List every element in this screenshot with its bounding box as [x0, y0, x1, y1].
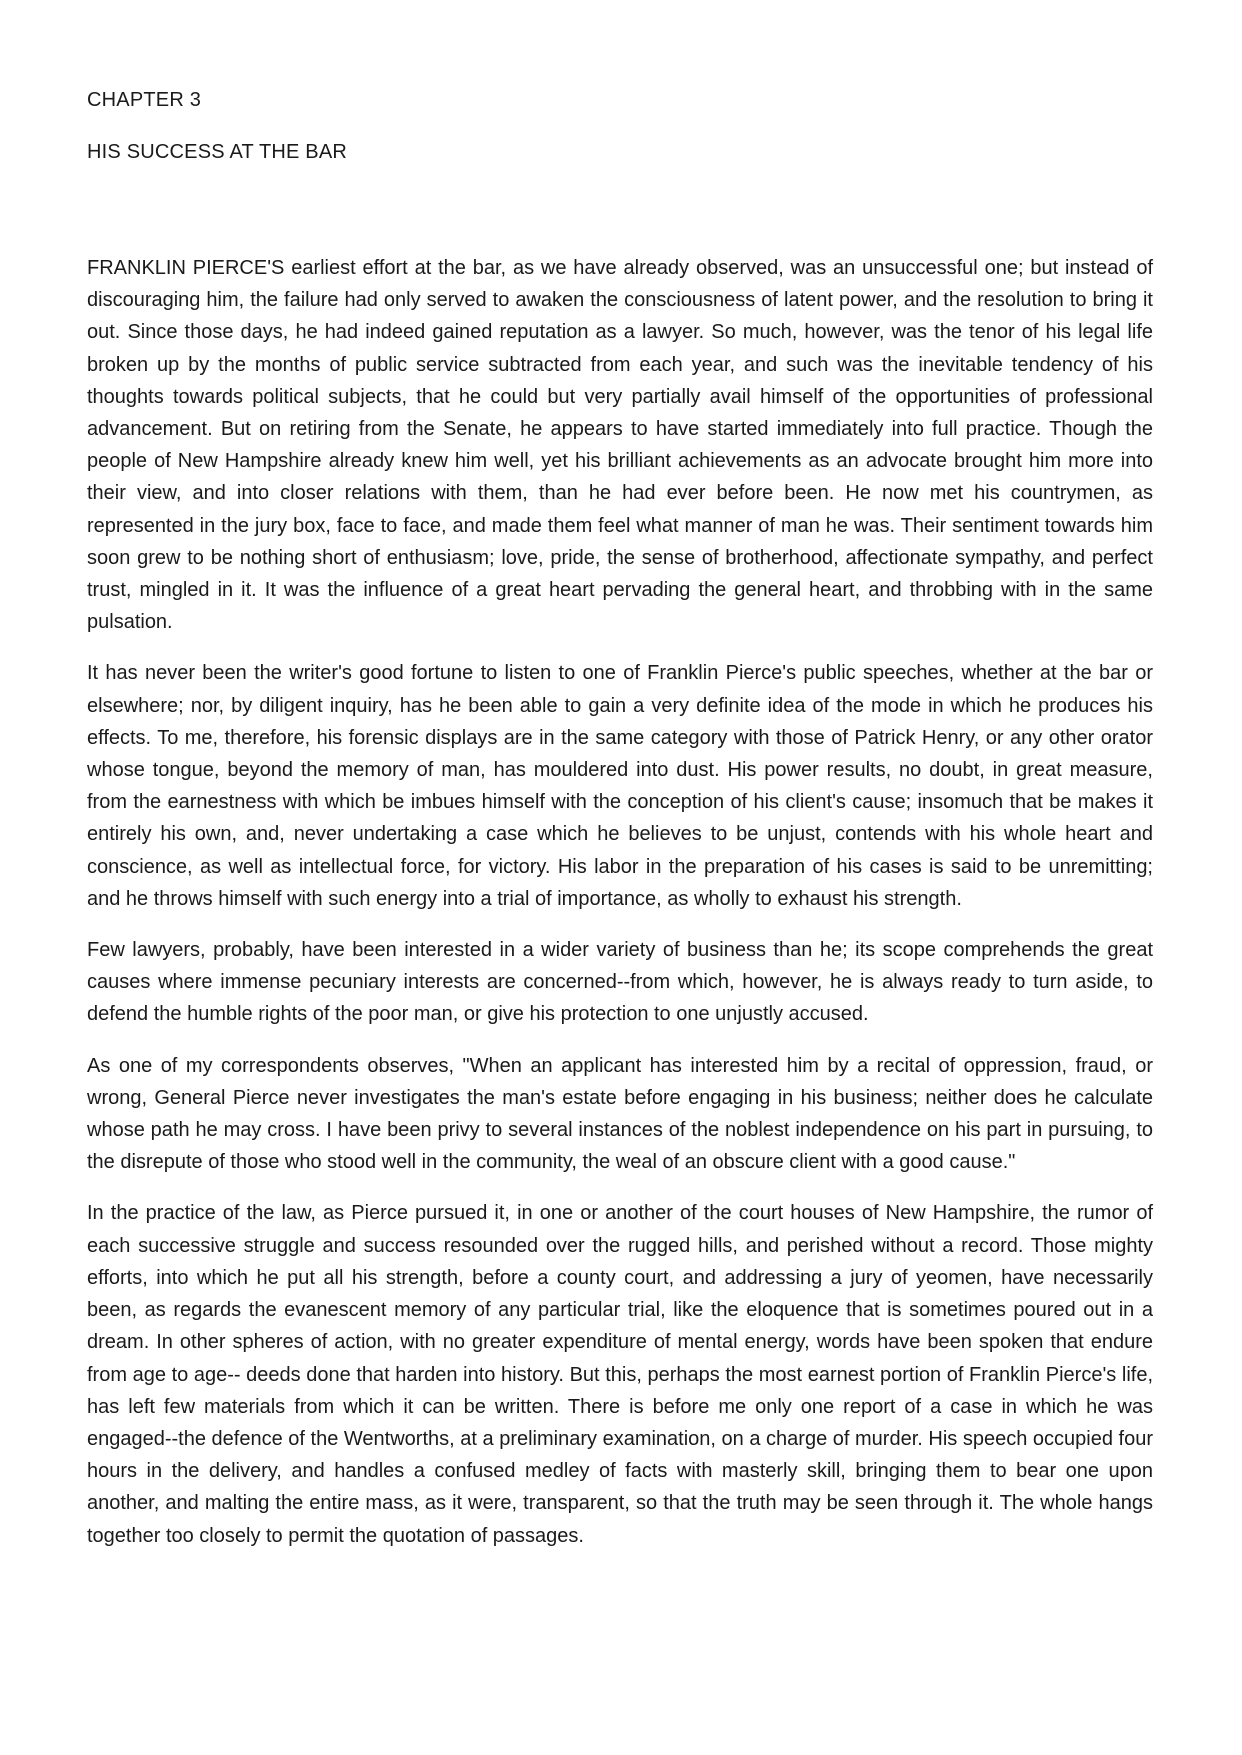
paragraph: In the practice of the law, as Pierce pursued it, in one or another of the court houses of New Hampshire, the rumor of each successive struggle and success resounded over the rugged hills, and perished without a record. Those mighty efforts, into which he put all his strength, before a county court, and addressing a jury of yeomen, have necessarily been, as regards the evanescent memory of any particular trial, like the eloquence that is sometimes poured out in a dream. In other spheres of action, with no greater expenditure of mental energy, words have been spoken that endure from age to age-- deeds done that harden into history. But this, perhaps the most earnest portion of Franklin Pierce's life, has left few materials from which it can be written. There is before me only one report of a case in which he was engaged--the defence of the Wentworths, at a preliminary examination, on a charge of murder. His speech occupied four hours in the delivery, and handles a confused medley of facts with masterly skill, bringing them to bear one upon another, and malting the entire mass, as it were, transparent, so that the truth may be seen through it. The whole hangs together too closely to permit the quotation of passages. — [87, 1202, 1153, 1547]
paragraph: FRANKLIN PIERCE'S earliest effort at the bar, as we have already observed, was an unsuccessful one; but instead of discouraging him, the failure had only served to awaken the consciousness of latent power, and the resolution to bring it out. Since those days, he had indeed gained reputation as a lawyer. So much, however, was the tenor of his legal life broken up by the months of public service subtracted from each year, and such was the inevitable tendency of his thoughts towards political subjects, that he could but very partially avail himself of the opportunities of professional advancement. But on retiring from the Senate, he appears to have started immediately into full practice. Though the people of New Hampshire already knew him well, yet his brilliant achievements as an advocate brought him more into their view, and into closer relations with them, than he had ever before been. He now met his countrymen, as represented in the jury box, face to face, and made them feel what manner of man he was. Their sentiment towards him soon grew to be nothing short of enthusiasm; love, pride, the sense of brotherhood, affectionate sympathy, and perfect trust, mingled in it. It was the influence of a great heart pervading the general heart, and throbbing with in the same pulsation. — [87, 257, 1153, 634]
paragraph: Few lawyers, probably, have been interested in a wider variety of business than he; its scope comprehends the great causes where immense pecuniary interests are concerned--from which, however, he is always ready to turn aside, to defend the humble rights of the poor man, or give his protection to one unjustly accused. — [87, 939, 1153, 1026]
paragraph: As one of my correspondents observes, "When an applicant has interested him by a recital of oppression, fraud, or wrong, General Pierce never investigates the man's estate before engaging in his business; neither does he calculate whose path he may cross. I have been privy to several instances of the noblest independence on his part in pursuing, to the disrepute of those who stood well in the community, the weal of an obscure client with a good cause." — [87, 1054, 1153, 1174]
chapter-title: HIS SUCCESS AT THE BAR — [87, 141, 348, 163]
document-page — [87, 84, 1153, 1571]
chapter-label: CHAPTER 3 — [87, 89, 202, 111]
paragraph: It has never been the writer's good fortune to listen to one of Franklin Pierce's public speeches, whether at the bar or elsewhere; nor, by diligent inquiry, has he been able to gain a very definite idea of the mode in which he produces his effects. To me, therefore, his forensic displays are in the same category with those of Patrick Henry, or any other orator whose tongue, beyond the memory of man, has mouldered into dust. His power results, no doubt, in great measure, from the earnestness with which be imbues himself with the conception of his client's cause; insomuch that be makes it entirely his own, and, never undertaking a case which he believes to be unjust, contends with his whole heart and conscience, as well as intellectual force, for victory. His labor in the preparation of his cases is said to be unremitting; and he throws himself with such energy into a trial of importance, as wholly to exhaust his strength. — [87, 662, 1153, 910]
chapter-body — [87, 252, 1153, 1552]
